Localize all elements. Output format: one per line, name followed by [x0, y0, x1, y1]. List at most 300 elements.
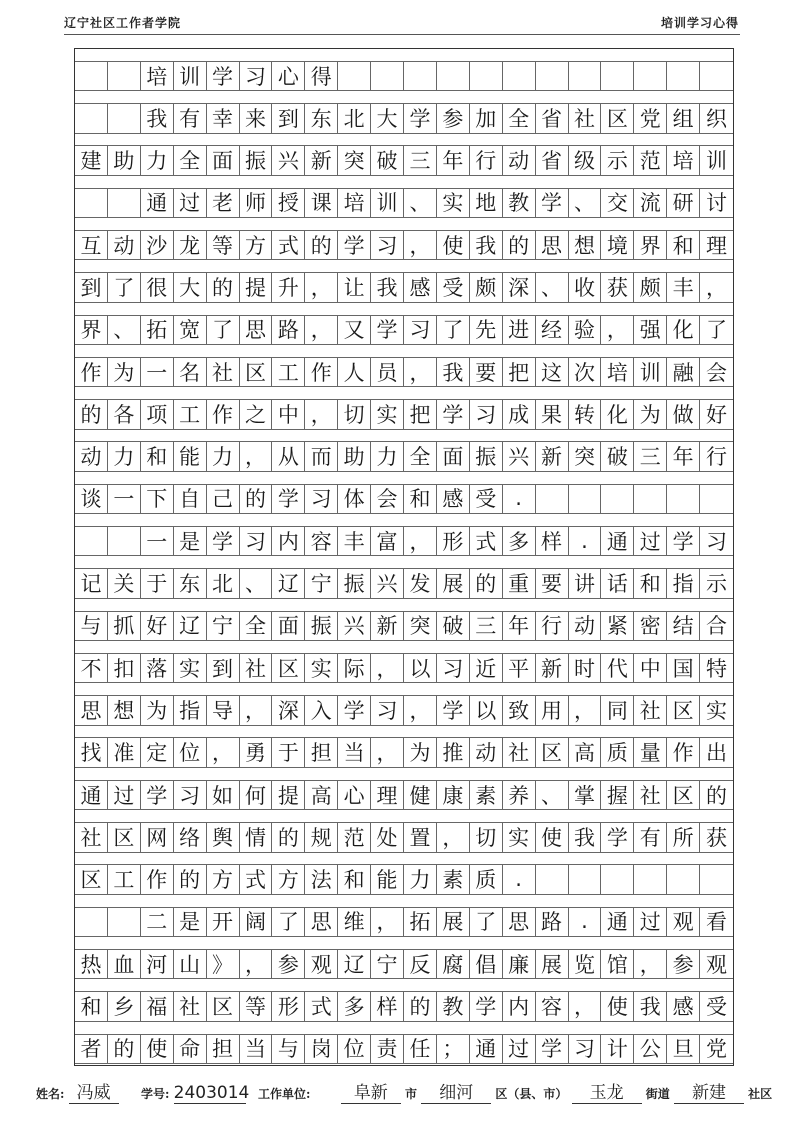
grid-cell: 有	[174, 103, 207, 133]
grid-cell: 训	[700, 145, 733, 175]
grid-cell: 学	[437, 399, 470, 429]
grid-cell	[601, 864, 634, 894]
grid-cell: 区	[240, 357, 273, 387]
grid-cell: 织	[700, 103, 733, 133]
grid-row	[75, 568, 733, 598]
grid-cell: 宁	[305, 568, 338, 598]
grid-cell: 密	[634, 611, 667, 641]
grid-cell: 新	[371, 611, 404, 641]
grid-cell: 好	[700, 399, 733, 429]
grid-cell: 时	[569, 653, 602, 683]
grid-cell: 通	[601, 907, 634, 937]
grid-cell: 社	[569, 103, 602, 133]
grid-cell: 新	[536, 653, 569, 683]
grid-cell: 思	[536, 230, 569, 260]
grid-cell: 学	[601, 822, 634, 852]
grid-cell: 社	[240, 653, 273, 683]
grid-cell: 获	[601, 272, 634, 302]
grid-cell: 能	[371, 864, 404, 894]
grid-cell: 习	[305, 484, 338, 514]
grid-row	[75, 188, 733, 218]
grid-cell: 了	[207, 315, 240, 345]
grid-cell: 参	[272, 949, 305, 979]
grid-cell: 和	[404, 484, 437, 514]
grid-cell: 与	[75, 611, 108, 641]
grid-cell: 质	[601, 738, 634, 768]
grid-cell: 培	[667, 145, 700, 175]
grid-cell: ，	[240, 441, 273, 471]
grid-row	[75, 357, 733, 387]
grid-cell: 全	[174, 145, 207, 175]
grid-cell: 训	[174, 61, 207, 91]
grid-cell: 内	[272, 526, 305, 556]
grid-cell: 位	[174, 738, 207, 768]
grid-cell: 、	[240, 568, 273, 598]
grid-cell: 实	[174, 653, 207, 683]
grid-cell: 样	[536, 526, 569, 556]
grid-cell: 习	[569, 1034, 602, 1064]
grid-cell: 位	[338, 1034, 371, 1064]
grid-cell: 工	[108, 864, 141, 894]
grid-cell: 作	[667, 738, 700, 768]
header-divider	[64, 34, 740, 35]
grid-cell: 和	[141, 441, 174, 471]
grid-cell: 热	[75, 949, 108, 979]
grid-cell: 振	[470, 441, 503, 471]
grid-cell: ，	[601, 315, 634, 345]
grid-cell: 会	[371, 484, 404, 514]
grid-cell: 拓	[141, 315, 174, 345]
grid-cell: 的	[700, 780, 733, 810]
grid-cell	[75, 526, 108, 556]
grid-cell: 高	[569, 738, 602, 768]
grid-cell: 学	[536, 1034, 569, 1064]
grid-cell: 而	[305, 441, 338, 471]
grid-row	[75, 230, 733, 260]
grid-cell: 容	[305, 526, 338, 556]
grid-row	[75, 738, 733, 768]
grid-cell: 学	[272, 484, 305, 514]
grid-cell: 我	[371, 272, 404, 302]
grid-cell: 和	[338, 864, 371, 894]
grid-cell: 区	[536, 738, 569, 768]
grid-cell: 界	[75, 315, 108, 345]
grid-cell: 开	[207, 907, 240, 937]
grid-cell: 找	[75, 738, 108, 768]
grid-cell: 振	[338, 568, 371, 598]
grid-row	[75, 484, 733, 514]
grid-cell: 学	[470, 991, 503, 1021]
grid-cell: 这	[536, 357, 569, 387]
grid-cell	[470, 61, 503, 91]
grid-cell: 样	[371, 991, 404, 1021]
grid-cell: 展	[536, 949, 569, 979]
grid-cell: 为	[404, 738, 437, 768]
grid-cell: 让	[338, 272, 371, 302]
grid-cell	[569, 61, 602, 91]
grid-cell: 多	[338, 991, 371, 1021]
grid-cell: 师	[240, 188, 273, 218]
grid-cell: 化	[601, 399, 634, 429]
grid-cell: 使	[536, 822, 569, 852]
grid-cell: 动	[569, 611, 602, 641]
grid-cell: 握	[601, 780, 634, 810]
grid-cell: 参	[667, 949, 700, 979]
grid-cell: 培	[141, 61, 174, 91]
grid-cell: 东	[305, 103, 338, 133]
grid-cell: 如	[207, 780, 240, 810]
grid-cell	[634, 61, 667, 91]
grid-cell: 的	[108, 1034, 141, 1064]
grid-cell: 辽	[174, 611, 207, 641]
grid-cell: 通	[75, 780, 108, 810]
grid-cell: 力	[207, 441, 240, 471]
grid-row	[75, 103, 733, 133]
grid-cell: 幸	[207, 103, 240, 133]
grid-cell: ，	[569, 695, 602, 725]
grid-cell: 理	[700, 230, 733, 260]
grid-cell: 社	[207, 357, 240, 387]
grid-cell: 使	[437, 230, 470, 260]
grid-cell: 丰	[338, 526, 371, 556]
grid-cell: 指	[667, 568, 700, 598]
grid-row	[75, 399, 733, 429]
grid-cell: 振	[240, 145, 273, 175]
grid-cell: 界	[634, 230, 667, 260]
grid-cell: 》	[207, 949, 240, 979]
grid-cell: 络	[174, 822, 207, 852]
grid-cell: 学	[667, 526, 700, 556]
grid-cell: 感	[437, 484, 470, 514]
grid-cell: 学	[141, 780, 174, 810]
grid-cell: 容	[536, 991, 569, 1021]
grid-cell: 的	[240, 484, 273, 514]
grid-cell: 会	[700, 357, 733, 387]
grid-cell: 习	[371, 695, 404, 725]
grid-cell: 过	[634, 907, 667, 937]
grid-cell: 沙	[141, 230, 174, 260]
grid-cell: 学	[536, 188, 569, 218]
grid-cell: 北	[338, 103, 371, 133]
grid-cell: 方	[207, 864, 240, 894]
grid-cell: 流	[634, 188, 667, 218]
grid-cell: 中	[634, 653, 667, 683]
grid-cell: 建	[75, 145, 108, 175]
grid-cell: 习	[437, 653, 470, 683]
grid-row	[75, 864, 733, 894]
grid-cell: 于	[141, 568, 174, 598]
grid-cell: 式	[305, 991, 338, 1021]
grid-cell: 破	[437, 611, 470, 641]
grid-cell: 的	[272, 822, 305, 852]
grid-cell: 指	[174, 695, 207, 725]
grid-cell: 互	[75, 230, 108, 260]
grid-cell: 养	[503, 780, 536, 810]
grid-cell: 反	[404, 949, 437, 979]
grid-cell: 融	[667, 357, 700, 387]
grid-cell: 和	[75, 991, 108, 1021]
grid-cell: 把	[503, 357, 536, 387]
grid-cell: 关	[108, 568, 141, 598]
grid-cell: 东	[174, 568, 207, 598]
grid-cell: 行	[470, 145, 503, 175]
grid-cell	[503, 61, 536, 91]
city-label: 市	[405, 1087, 418, 1101]
grid-cell: 训	[634, 357, 667, 387]
grid-cell	[569, 864, 602, 894]
grid-cell: 省	[536, 103, 569, 133]
grid-row	[75, 780, 733, 810]
grid-cell: 果	[536, 399, 569, 429]
grid-cell: 近	[470, 653, 503, 683]
grid-cell: 了	[700, 315, 733, 345]
grid-cell: 自	[174, 484, 207, 514]
grid-cell: 导	[207, 695, 240, 725]
grid-cell: 岗	[305, 1034, 338, 1064]
grid-cell: 为	[108, 357, 141, 387]
grid-row	[75, 653, 733, 683]
grid-cell: 得	[305, 61, 338, 91]
grid-cell: 了	[437, 315, 470, 345]
grid-cell: 过	[174, 188, 207, 218]
grid-cell: 深	[272, 695, 305, 725]
grid-cell: 素	[470, 780, 503, 810]
grid-cell	[75, 188, 108, 218]
grid-cell: 己	[207, 484, 240, 514]
grid-cell: 置	[404, 822, 437, 852]
grid-cell: ；	[437, 1034, 470, 1064]
grid-cell: 看	[700, 907, 733, 937]
grid-cell: 龙	[174, 230, 207, 260]
grid-cell: 区	[207, 991, 240, 1021]
grid-cell: 扣	[108, 653, 141, 683]
grid-cell: 、	[536, 272, 569, 302]
grid-cell: 拓	[404, 907, 437, 937]
grid-cell: 学	[207, 526, 240, 556]
grid-cell: 河	[141, 949, 174, 979]
grid-cell: 力	[404, 864, 437, 894]
grid-cell: 舆	[207, 822, 240, 852]
grid-cell: 观	[667, 907, 700, 937]
grid-cell: 方	[240, 230, 273, 260]
grid-cell: 阔	[240, 907, 273, 937]
grid-cell: 交	[601, 188, 634, 218]
grid-cell: ，	[207, 738, 240, 768]
grid-cell: 的	[207, 272, 240, 302]
grid-cell: 国	[667, 653, 700, 683]
grid-cell: 实	[437, 188, 470, 218]
grid-cell: 社	[75, 822, 108, 852]
grid-cell: 使	[141, 1034, 174, 1064]
grid-cell: 富	[371, 526, 404, 556]
grid-cell	[536, 484, 569, 514]
grid-cell	[700, 484, 733, 514]
grid-cell: 参	[437, 103, 470, 133]
grid-cell: 兴	[338, 611, 371, 641]
grid-cell: 同	[601, 695, 634, 725]
grid-cell: 理	[371, 780, 404, 810]
grid-cell: 形	[272, 991, 305, 1021]
grid-cell	[108, 188, 141, 218]
grid-cell	[437, 61, 470, 91]
grid-cell: .	[569, 907, 602, 937]
grid-cell: 教	[503, 188, 536, 218]
grid-cell: 思	[503, 907, 536, 937]
grid-cell	[700, 61, 733, 91]
grid-cell: 掌	[569, 780, 602, 810]
grid-row	[75, 441, 733, 471]
grid-cell: 通	[470, 1034, 503, 1064]
grid-cell: 使	[601, 991, 634, 1021]
grid-cell: 任	[404, 1034, 437, 1064]
grid-cell: 结	[667, 611, 700, 641]
grid-cell: ，	[371, 907, 404, 937]
grid-cell: 全	[240, 611, 273, 641]
grid-cell: 年	[667, 441, 700, 471]
grid-cell: 升	[272, 272, 305, 302]
grid-cell: 乡	[108, 991, 141, 1021]
grid-cell: 示	[700, 568, 733, 598]
grid-cell: 作	[305, 357, 338, 387]
grid-cell: 出	[700, 738, 733, 768]
grid-cell: 三	[404, 145, 437, 175]
grid-cell: 路	[536, 907, 569, 937]
name-label: 姓名:	[36, 1087, 65, 1101]
grid-cell: 名	[174, 357, 207, 387]
district-label: 区（县、市）	[495, 1087, 568, 1101]
grid-cell: 的	[305, 230, 338, 260]
grid-cell	[108, 103, 141, 133]
grid-cell: 体	[338, 484, 371, 514]
grid-cell: 破	[371, 145, 404, 175]
grid-cell: 用	[536, 695, 569, 725]
grid-cell: 面	[207, 145, 240, 175]
grid-cell	[75, 61, 108, 91]
grid-cell	[667, 864, 700, 894]
grid-cell	[667, 484, 700, 514]
grid-cell: 际	[338, 653, 371, 683]
grid-cell: 要	[536, 568, 569, 598]
grid-cell: 获	[700, 822, 733, 852]
grid-cell: 动	[108, 230, 141, 260]
grid-cell: .	[503, 864, 536, 894]
grid-cell: ，	[404, 695, 437, 725]
grid-cell: 习	[700, 526, 733, 556]
grid-row	[75, 1034, 733, 1064]
grid-cell: 社	[503, 738, 536, 768]
grid-cell: 为	[141, 695, 174, 725]
grid-cell: 学	[338, 230, 371, 260]
grid-cell: 下	[141, 484, 174, 514]
grid-cell: 情	[240, 822, 273, 852]
grid-cell: 提	[240, 272, 273, 302]
grid-cell: 受	[700, 991, 733, 1021]
grid-cell: 大	[174, 272, 207, 302]
grid-cell: 收	[569, 272, 602, 302]
grid-cell: 来	[240, 103, 273, 133]
grid-cell: 社	[174, 991, 207, 1021]
grid-cell	[108, 526, 141, 556]
grid-cell: 要	[470, 357, 503, 387]
grid-cell: 腐	[437, 949, 470, 979]
grid-cell: 路	[272, 315, 305, 345]
grid-cell: 记	[75, 568, 108, 598]
grid-cell: 量	[634, 738, 667, 768]
grid-cell: 质	[470, 864, 503, 894]
grid-cell	[634, 864, 667, 894]
grid-row	[75, 315, 733, 345]
grid-cell	[536, 864, 569, 894]
grid-cell: 区	[108, 822, 141, 852]
grid-cell: 组	[667, 103, 700, 133]
grid-row	[75, 949, 733, 979]
grid-cell: 方	[272, 864, 305, 894]
grid-cell: 区	[667, 780, 700, 810]
grid-cell: 范	[338, 822, 371, 852]
grid-row	[75, 991, 733, 1021]
grid-cell: 示	[601, 145, 634, 175]
grid-cell: ，	[404, 526, 437, 556]
grid-cell: 成	[503, 399, 536, 429]
grid-cell: 培	[338, 188, 371, 218]
grid-cell: ，	[305, 399, 338, 429]
header-institution: 辽宁社区工作者学院	[64, 16, 182, 30]
grid-cell: 区	[667, 695, 700, 725]
grid-cell: 实	[371, 399, 404, 429]
student-id-label: 学号:	[141, 1087, 170, 1101]
grid-cell: 行	[536, 611, 569, 641]
grid-cell: 省	[536, 145, 569, 175]
grid-cell: 话	[601, 568, 634, 598]
grid-cell: 致	[503, 695, 536, 725]
grid-cell: ，	[404, 230, 437, 260]
grid-cell: 又	[338, 315, 371, 345]
grid-cell: 一	[141, 526, 174, 556]
grid-cell: 式	[240, 864, 273, 894]
grid-cell: ，	[371, 653, 404, 683]
grid-cell: 通	[141, 188, 174, 218]
grid-cell: 讨	[700, 188, 733, 218]
grid-cell: 研	[667, 188, 700, 218]
grid-cell: 的	[174, 864, 207, 894]
grid-cell: 力	[141, 145, 174, 175]
grid-cell: 兴	[272, 145, 305, 175]
grid-cell: 北	[207, 568, 240, 598]
grid-cell: 经	[536, 315, 569, 345]
grid-cell	[700, 864, 733, 894]
grid-cell: 思	[305, 907, 338, 937]
grid-cell: 担	[305, 738, 338, 768]
grid-cell: 担	[207, 1034, 240, 1064]
grid-cell: 受	[437, 272, 470, 302]
grid-cell: 突	[569, 441, 602, 471]
grid-cell: 宁	[207, 611, 240, 641]
grid-cell: 三	[634, 441, 667, 471]
grid-cell: 了	[108, 272, 141, 302]
grid-cell: 式	[272, 230, 305, 260]
grid-cell: ，	[305, 315, 338, 345]
grid-cell: 辽	[338, 949, 371, 979]
grid-cell: 实	[305, 653, 338, 683]
grid-cell: 训	[371, 188, 404, 218]
grid-cell: 三	[470, 611, 503, 641]
grid-cell: 振	[305, 611, 338, 641]
grid-cell	[371, 61, 404, 91]
grid-cell: 全	[503, 103, 536, 133]
grid-cell: 规	[305, 822, 338, 852]
grid-cell: 行	[700, 441, 733, 471]
grid-cell: 动	[503, 145, 536, 175]
